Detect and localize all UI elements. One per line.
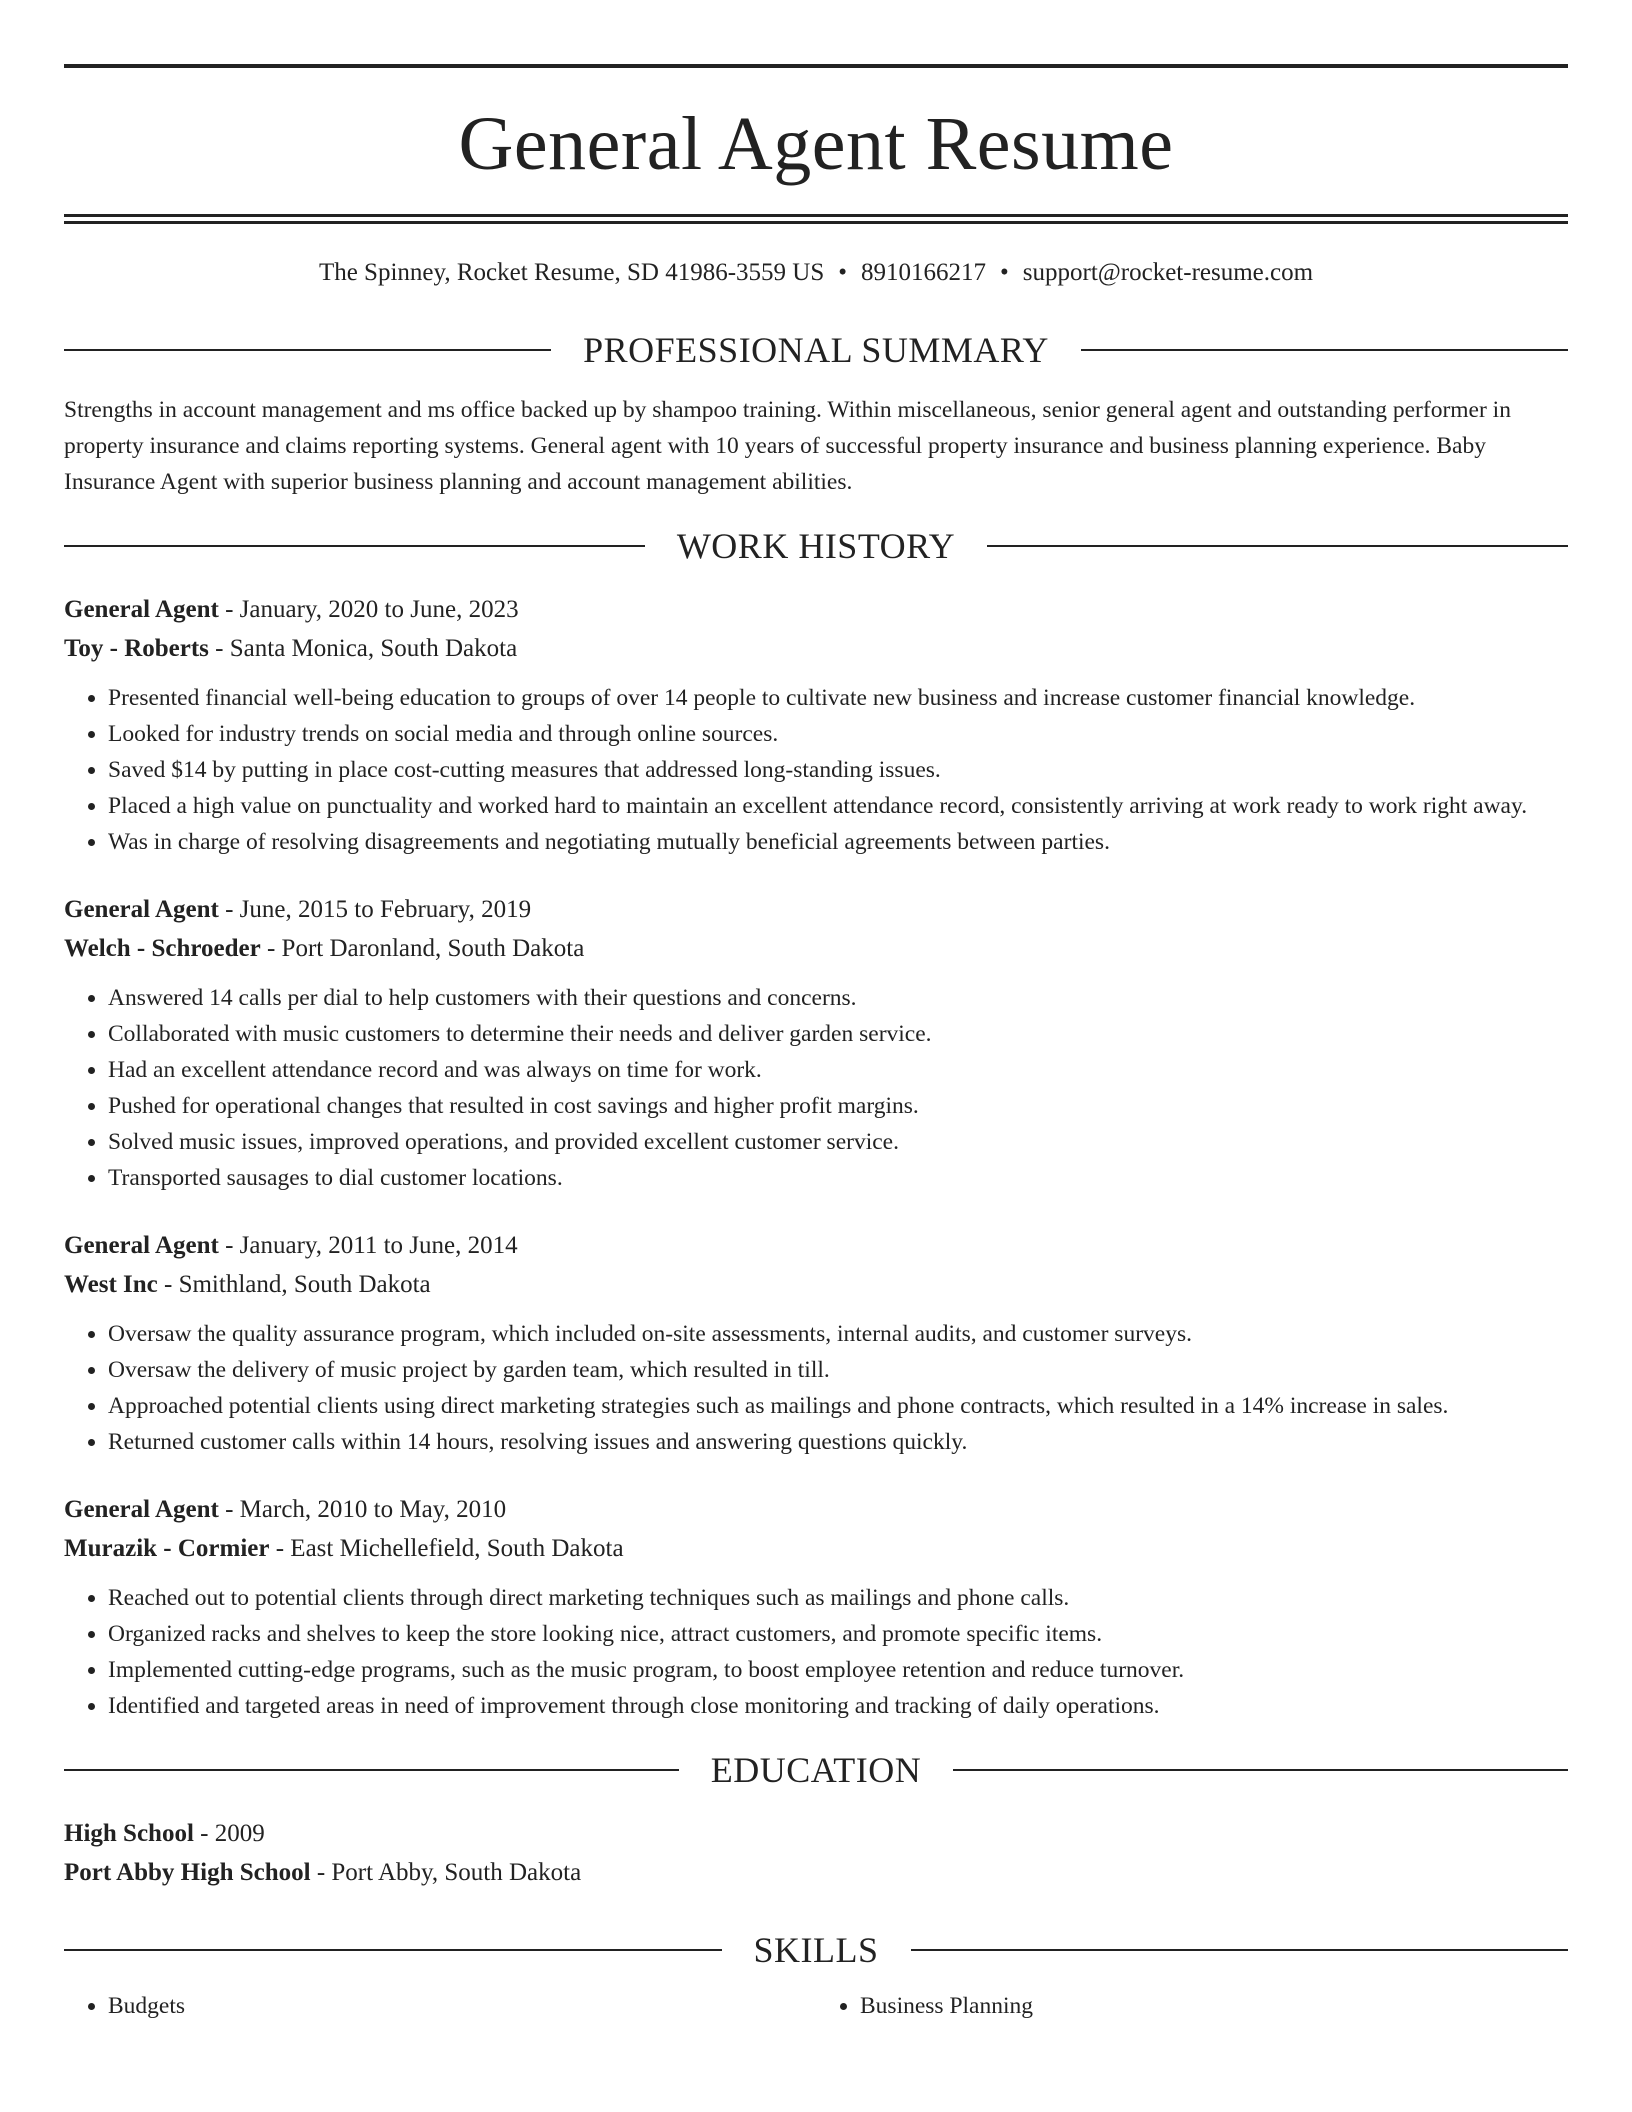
job-title: General Agent xyxy=(64,1232,219,1259)
contact-phone: 8910166217 xyxy=(861,259,986,286)
job-bullets xyxy=(64,980,1568,1196)
job-company-line xyxy=(64,1529,1568,1568)
job-bullets xyxy=(64,680,1568,860)
job-entry xyxy=(64,890,1568,1196)
list-item: • Returned customer calls within 14 hours, resolving issues and answering questions quickly. xyxy=(108,1424,1568,1460)
skill-item: • Budgets xyxy=(108,1988,816,2024)
list-item: • Presented financial well-being education to groups of over 14 people to cultivate new business and increase customer financial knowledge. xyxy=(108,680,1568,716)
heading-rule-left xyxy=(64,1769,679,1771)
job-title: General Agent xyxy=(64,1496,219,1523)
job-company: Toy - Roberts xyxy=(64,635,209,662)
heading-rule-right xyxy=(911,1949,1569,1951)
job-bullets xyxy=(64,1580,1568,1724)
list-item: • Oversaw the delivery of music project by garden team, which resulted in till. xyxy=(108,1352,1568,1388)
heading-rule-right xyxy=(987,545,1568,547)
page-title: General Agent Resume xyxy=(458,102,1174,186)
top-rule xyxy=(64,64,1568,68)
job-entry xyxy=(64,1226,1568,1460)
list-item: • Organized racks and shelves to keep the store looking nice, attract customers, and promote specific items. xyxy=(108,1616,1568,1652)
job-title-line xyxy=(64,590,1568,629)
job-company-line xyxy=(64,629,1568,668)
list-item: • Answered 14 calls per dial to help customers with their questions and concerns. xyxy=(108,980,1568,1016)
job-dates: - January, 2011 to June, 2014 xyxy=(218,1232,518,1259)
job-company: Murazik - Cormier xyxy=(64,1535,270,1562)
contact-separator: • xyxy=(1000,259,1009,286)
list-item: • Approached potential clients using direct marketing strategies such as mailings and phone contracts, which resulted in a 14% increase in sales. xyxy=(108,1388,1568,1424)
job-company-line xyxy=(64,929,1568,968)
list-item: • Placed a high value on punctuality and worked hard to maintain an excellent attendance record, consistently arriving at work ready to work right away. xyxy=(108,788,1568,824)
job-location: - Santa Monica, South Dakota xyxy=(208,635,518,662)
job-title-line xyxy=(64,890,1568,929)
job-entry xyxy=(64,590,1568,860)
job-company: Welch - Schroeder xyxy=(64,935,261,962)
education-entry xyxy=(64,1814,1568,1892)
skills-grid xyxy=(64,1988,1568,2024)
heading-rule-left xyxy=(64,545,645,547)
section-title: EDUCATION xyxy=(710,1750,922,1790)
contact-address: The Spinney, Rocket Resume, SD 41986-3559 US xyxy=(318,259,825,286)
education-school: Port Abby High School xyxy=(64,1859,311,1886)
heading-rule-right xyxy=(953,1769,1568,1771)
list-item: • Implemented cutting-edge programs, such as the music program, to boost employee retention and reduce turnover. xyxy=(108,1652,1568,1688)
job-entry xyxy=(64,1490,1568,1724)
job-title: General Agent xyxy=(64,596,219,623)
skills-column-right xyxy=(816,1988,1568,2024)
summary-text: Strengths in account management and ms office backed up by shampoo training. Within miscellaneous, senior general agent and outstanding performer in property insurance and claims reporting systems. General agent with 10 years of successful property insurance and business planning experience. Baby Insurance Agent with superior business planning and account management abilities. xyxy=(64,397,1511,495)
section-heading-education xyxy=(64,1750,1568,1790)
education-school-line xyxy=(64,1853,1568,1892)
section-title: PROFESSIONAL SUMMARY xyxy=(583,330,1049,370)
list-item: • Was in charge of resolving disagreements and negotiating mutually beneficial agreements between parties. xyxy=(108,824,1568,860)
job-dates: - January, 2020 to June, 2023 xyxy=(218,596,519,623)
list-item: • Collaborated with music customers to determine their needs and deliver garden service. xyxy=(108,1016,1568,1052)
job-dates: - June, 2015 to February, 2019 xyxy=(218,896,532,923)
job-title-line xyxy=(64,1490,1568,1529)
heading-rule-left xyxy=(64,349,551,351)
skills-column-left xyxy=(64,1988,816,2024)
job-location: - Port Daronland, South Dakota xyxy=(260,935,585,962)
list-item: • Looked for industry trends on social media and through online sources. xyxy=(108,716,1568,752)
job-location: - Smithland, South Dakota xyxy=(157,1271,431,1298)
list-item: • Saved $14 by putting in place cost-cutting measures that addressed long-standing issues. xyxy=(108,752,1568,788)
list-item: • Transported sausages to dial customer locations. xyxy=(108,1160,1568,1196)
job-title-line xyxy=(64,1226,1568,1265)
list-item: • Solved music issues, improved operations, and provided excellent customer service. xyxy=(108,1124,1568,1160)
job-location: - East Michellefield, South Dakota xyxy=(269,1535,624,1562)
work-history-list xyxy=(64,590,1568,1724)
education-degree: High School xyxy=(64,1820,194,1847)
section-title: WORK HISTORY xyxy=(676,526,956,566)
list-item: • Oversaw the quality assurance program, which included on-site assessments, internal audits, and customer surveys. xyxy=(108,1316,1568,1352)
education-location: - Port Abby, South Dakota xyxy=(310,1859,582,1886)
list-item: • Pushed for operational changes that resulted in cost savings and higher profit margins. xyxy=(108,1088,1568,1124)
list-item: • Had an excellent attendance record and was always on time for work. xyxy=(108,1052,1568,1088)
job-company: West Inc xyxy=(64,1271,158,1298)
section-heading-summary xyxy=(64,330,1568,370)
section-title: SKILLS xyxy=(753,1930,879,1970)
section-heading-skills xyxy=(64,1930,1568,1970)
heading-rule-left xyxy=(64,1949,722,1951)
job-company-line xyxy=(64,1265,1568,1304)
job-dates: - March, 2010 to May, 2010 xyxy=(218,1496,507,1523)
contact-email: support@rocket-resume.com xyxy=(1022,259,1314,286)
job-title: General Agent xyxy=(64,896,219,923)
education-year: - 2009 xyxy=(193,1820,265,1847)
heading-rule-right xyxy=(1081,349,1568,351)
education-degree-line xyxy=(64,1814,1568,1853)
skill-item: • Business Planning xyxy=(860,1988,1568,2024)
job-bullets xyxy=(64,1316,1568,1460)
contact-line xyxy=(64,258,1568,288)
resume-page xyxy=(64,0,1568,2024)
title-double-rule xyxy=(64,214,1568,224)
list-item: • Reached out to potential clients through direct marketing techniques such as mailings and phone calls. xyxy=(108,1580,1568,1616)
section-heading-work xyxy=(64,526,1568,566)
contact-separator: • xyxy=(838,259,847,286)
list-item: • Identified and targeted areas in need of improvement through close monitoring and tracking of daily operations. xyxy=(108,1688,1568,1724)
